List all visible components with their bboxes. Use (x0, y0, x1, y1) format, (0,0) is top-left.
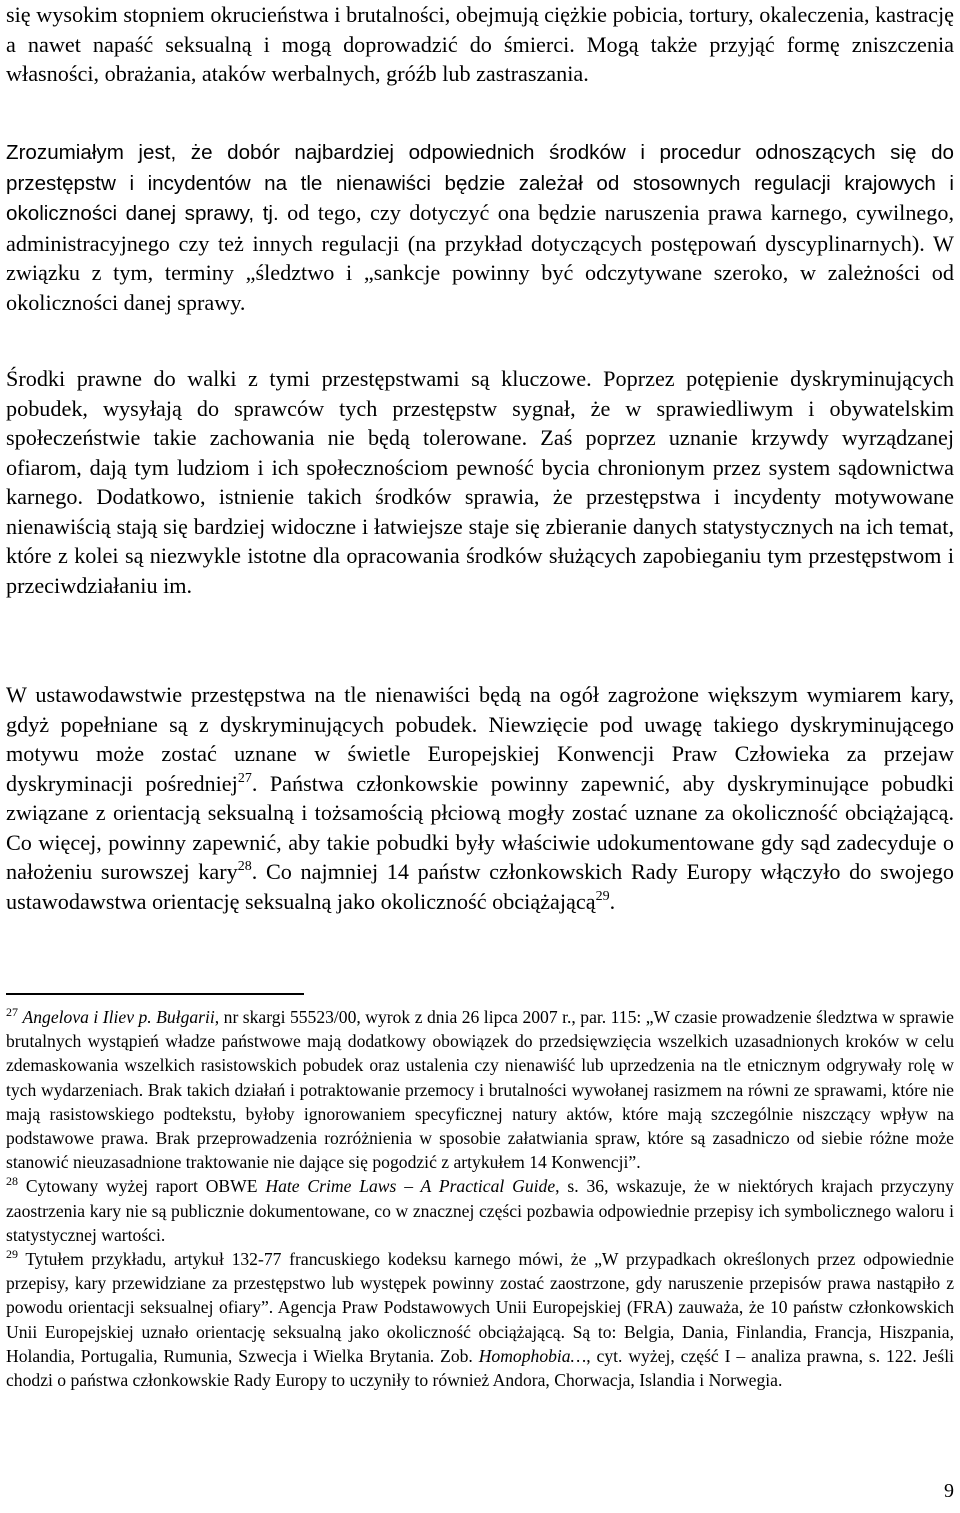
paragraph-text: . Co najmniej 14 państw członkowskich Rady Europy włączyło do swojego ustawodawstwa orientację seksualną jako okoliczność obciążającą (6, 859, 954, 914)
paragraph-continuation (6, 0, 954, 89)
report-title: Homophobia… (478, 1345, 587, 1366)
footnote-text: Tytułem przykładu, artykuł 132-77 francuskiego kodeksu karnego mówi, że „W przypadkach określonych przez odpowiednie przepisy, kary przewidziane za przestępstwo lub występek powinny zostać zaostrzone, gdy naruszenie przepisów prawa nastąpiło z powodu orientacji seksualnej ofiary”. Agencja Praw Podstawowych Unii Europejskiej (FRA) zauważa, że 10 państw członkowskich Unii Europejskiej uznało orientację seksualną jako okoliczność obciążającą. Są to: Belgia, Dania, Finlandia, Francja, Hiszpania, Holandia, Portugalia, Rumunia, Szwecja i Wielka Brytania. Zob. (6, 1249, 954, 1366)
paragraph-text: . (609, 888, 616, 914)
paragraph-text: W ustawodawstwie przestępstwa na tle nienawiści będą na ogół zagrożone większym wymiarem kary, gdyż popełniane są z dyskryminujących pobudek. Niewzięcie pod uwagę takiego dyskryminującego motywu może zostać uznane w świetle Europejskiej Konwencji Praw Człowieka za przejaw dyskryminacji pośredniej (6, 682, 954, 796)
paragraph-text: . Państwa członkowskie powinny zapewnić, aby dyskryminujące pobudki związane z orientacją seksualną i tożsamością płciową mogły zostać uznane za okoliczność obciążającą. Co więcej, powinny zapewnić, aby takie pobudki były właściwie udokumentowane gdy sąd zadecyduje o nałożeniu surowszej kary (6, 770, 954, 884)
footnote-ref-29[interactable]: 29 (595, 888, 610, 904)
case-name: Angelova i Iliev p. Bułgarii (22, 1007, 215, 1027)
footnote-text: Cytowany wyżej raport OBWE (18, 1176, 266, 1197)
paragraph-text-serif: od tego, czy dotyczyć ona będzie naruszenia prawa karnego, cywilnego, administracyjnego czy też innych regulacji (na przykład dotyczących postępowań dyscyplinarnych). W związku z tym, terminy „śledztwo i „sankcje powinny być odczytywane szeroko, w zależności od okoliczności danej sprawy. (6, 200, 954, 315)
paragraph-legislation (6, 680, 954, 916)
paragraph-text: Środki prawne do walki z tymi przestępstwami są kluczowe. Poprzez potępienie dyskryminujących pobudek, wysyłają do sprawców tych przestępstw sygnał, że w sprawiedliwym i obywatelskim społeczeństwie takie zachowania nie będą tolerowane. Zaś poprzez uznanie krzywdy wyrządzanej ofiarom, dają tym ludziom i ich społecznościom pewność bycia chronionym przez system sądownictwa karnego. Dodatkowo, istnienie takich środków sprawia, że przestępstwa i incydenty motywowane nienawiścią stają się bardziej widoczne i łatwiejsze staje się zbieranie danych statystycznych na ich temat, które z kolei są niezwykle istotne dla opracowania środków służących zapobieganiu tym przestępstwom i przeciwdziałaniu im. (6, 366, 954, 598)
footnotes (6, 1005, 954, 1392)
footnote-text: , nr skargi 55523/00, wyrok z dnia 26 lipca 2007 r., par. 115: „W czasie prowadzenie śledztwa w sprawie brutalnych wystąpień władze państwowe mają dodatkowy obowiązek do przedsięwzięcia wszelkich uzasadnionych kroków w celu zdemaskowania wszelkich rasistowskich pobudek oraz ustalenia czy nienawiść lub uprzedzenia na tle etnicznym odgrywały rolę w tych wydarzeniach. Brak takich działań i potraktowanie przemocy i brutalności wywołanej rasizmem na równi ze sprawami, które nie mają rasistowskiego podtekstu, byłoby ignorowaniem specyficznej natury aktów, które mają szczególnie niszczący wpływ na podstawowe prawa. Brak przeprowadzenia rozróżnienia w sposobie załatwiania spraw, które są zasadniczo od siebie różne może stanowić nieuzasadnione traktowanie nie dające się pogodzić z artykułem 14 Konwencji”. (6, 1007, 954, 1173)
paragraph-text: się wysokim stopniem okrucieństwa i brutalności, obejmują ciężkie pobicia, tortury, okaleczenia, kastrację a nawet napaść seksualną i mogą doprowadzić do śmierci. Mogą także przyjąć formę zniszczenia własności, obrażania, ataków werbalnych, gróźb lub zastraszania. (6, 2, 954, 86)
footnote-number: 28 (6, 1174, 18, 1189)
footnote-ref-27[interactable]: 27 (237, 770, 252, 786)
footnote-text: , cyt. wyżej, część I – analiza prawna, s. 122. Jeśli chodzi o państwa członkowskie Rady Europy to uczyniły to również Andora, Chorwacja, Islandia i Norwegia. (6, 1345, 954, 1391)
footnote-divider (6, 993, 304, 995)
footnote-ref-28[interactable]: 28 (237, 859, 252, 874)
footnote-29 (6, 1247, 954, 1392)
footnote-28 (6, 1174, 954, 1247)
page-number: 9 (944, 1480, 954, 1502)
report-title: Hate Crime Laws – A Practical Guide (265, 1176, 556, 1197)
footnote-number: 27 (6, 1005, 18, 1019)
paragraph-legal-means (6, 364, 954, 600)
paragraph-measures (6, 137, 954, 317)
paragraph-text-sans: Zrozumiałym jest, że dobór najbardziej odpowiednich środków i procedur odnoszących się do przestępstw i incydentów na tle nienawiści będzie zależał od stosownych regulacji krajowych i okoliczności danej sprawy, tj. (6, 141, 954, 225)
footnote-number: 29 (6, 1247, 18, 1262)
footnote-text: , s. 36, wskazuje, że w niektórych krajach przyczyny zaostrzenia kary nie są publicznie dokumentowane, co w znacznej części pozbawia odpowiednie przepisy ich symbolicznego waloru i statystycznej wartości. (6, 1176, 954, 1245)
footnote-27 (6, 1005, 954, 1174)
